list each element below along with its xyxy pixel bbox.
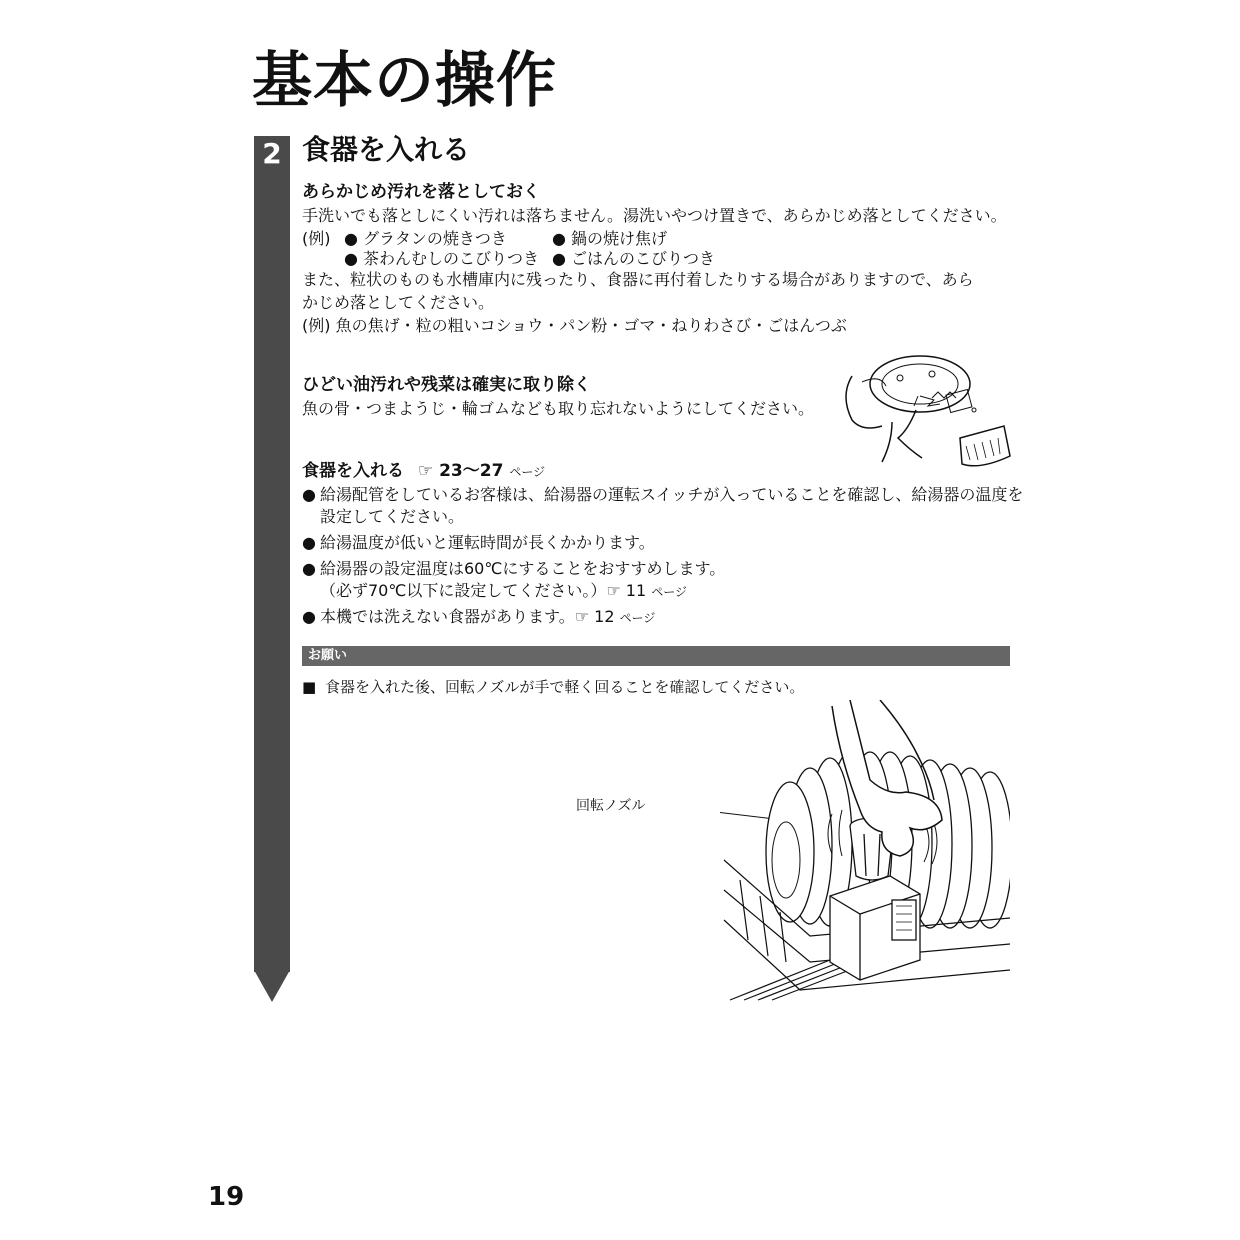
- example-item: ● グラタンの焼きつき: [344, 229, 507, 248]
- bullet-text-cont: （必ず70℃以下に設定してください。）☞ 11: [320, 581, 647, 600]
- loading-page-ref: ☞ 23〜27: [417, 461, 504, 481]
- bullet-dot: ●: [302, 559, 316, 578]
- notice-bullet: ■: [302, 678, 317, 696]
- bullet-text: 給湯配管をしているお客様は、給湯器の運転スイッチが入っていることを確認し、給湯器の温度を: [320, 485, 1024, 504]
- step-sidebar-bar: [254, 136, 290, 972]
- bullet-text-cont: 設定してください。: [320, 507, 465, 526]
- example-item: ● 茶わんむしのこびりつき: [344, 249, 540, 268]
- bullet-text-cont-wrap: [320, 580, 725, 603]
- step-number: 2: [262, 137, 282, 170]
- notice-text: 食器を入れた後、回転ノズルが手で軽く回ることを確認してください。: [324, 678, 805, 696]
- loading-heading-text: 食器を入れる: [302, 461, 404, 481]
- example-label: (例): [302, 229, 331, 248]
- page-ref-unit: ページ: [651, 585, 687, 599]
- bullet-dot: ●: [302, 485, 316, 504]
- prewash-text-2b: かじめ落としてください。: [302, 293, 495, 312]
- notice-item: [302, 676, 804, 698]
- list-item: [302, 606, 655, 629]
- list-item: [302, 558, 725, 603]
- section-heading-prewash: あらかじめ汚れを落としておく: [302, 182, 540, 202]
- list-item: [302, 484, 1024, 528]
- section-heading-loading: [302, 456, 545, 481]
- bullet-dot: ●: [302, 533, 316, 552]
- loading-page-ref-unit: ページ: [509, 465, 546, 479]
- page-ref-unit: ページ: [619, 611, 656, 625]
- step-title: 食器を入れる: [302, 133, 471, 166]
- prewash-text-2a: また、粒状のものも水槽庫内に残ったり、食器に再付着したりする場合がありますので、あら: [302, 270, 974, 289]
- example-item: ● 鍋の焼け焦げ: [552, 229, 668, 248]
- bullet-text: 本機では洗えない食器があります。☞ 12: [320, 607, 615, 626]
- leftovers-text: 魚の骨・つまようじ・輪ゴムなども取り忘れないようにしてください。: [302, 399, 815, 418]
- notice-label-bar: お願い: [302, 646, 1010, 666]
- scraping-plate-illustration: [832, 352, 1012, 472]
- list-item: [302, 532, 655, 554]
- bullet-dot: ●: [302, 607, 316, 626]
- example-item: ● ごはんのこびりつき: [552, 249, 716, 268]
- example-2: (例) 魚の焦げ・粒の粗いコショウ・パン粉・ゴマ・ねりわさび・ごはんつぶ: [302, 316, 847, 335]
- bullet-text: 給湯温度が低いと運転時間が長くかかります。: [320, 533, 655, 552]
- bullet-text: 給湯器の設定温度は60℃にすることをおすすめします。: [320, 559, 726, 578]
- step-sidebar-arrow: [254, 970, 290, 1002]
- section-heading-leftovers: ひどい油汚れや残菜は確実に取り除く: [302, 375, 591, 395]
- callout-label-rotating-nozzle: 回転ノズル: [576, 798, 646, 814]
- dishwasher-nozzle-illustration: [720, 700, 1010, 1005]
- page-number: 19: [208, 1182, 245, 1212]
- prewash-text: 手洗いでも落としにくい汚れは落ちません。湯洗いやつけ置きで、あらかじめ落としてください。: [302, 206, 1007, 225]
- page-title: 基本の操作: [252, 46, 557, 116]
